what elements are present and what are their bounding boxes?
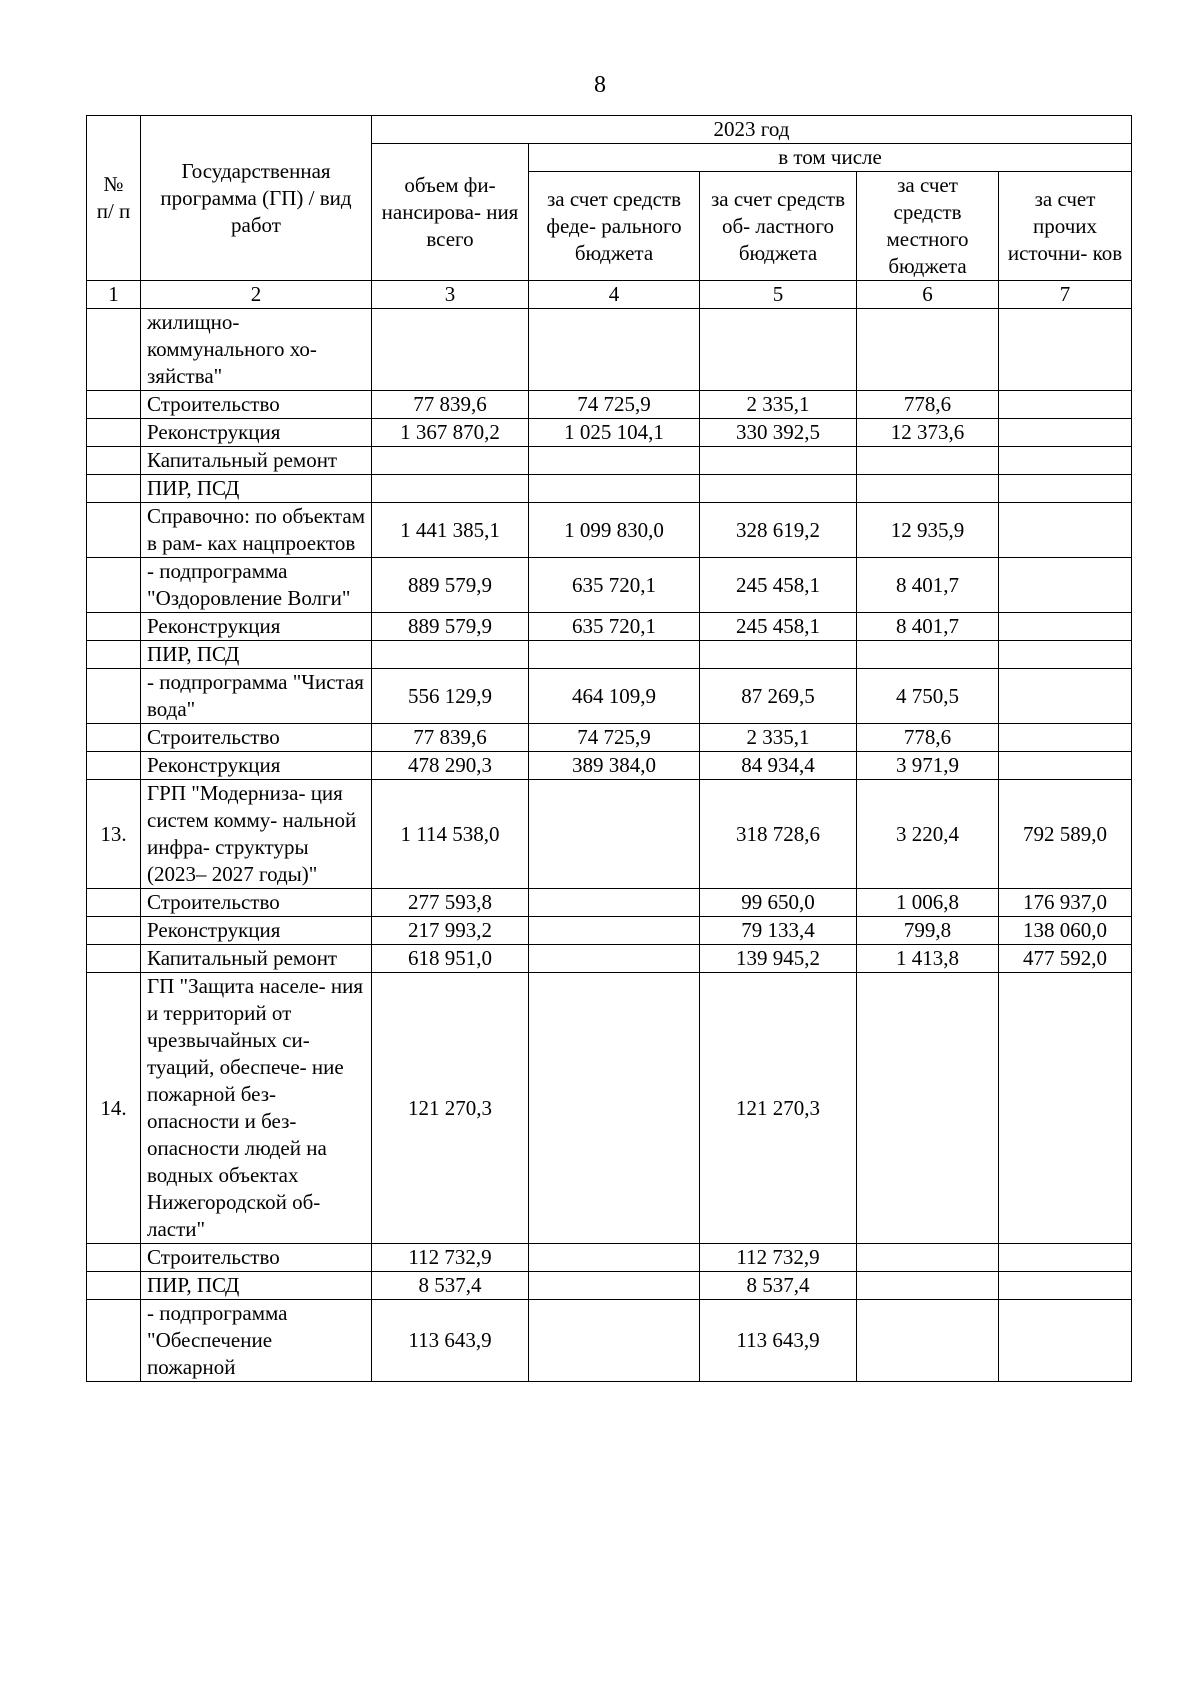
total-amount: 77 839,6 xyxy=(372,391,529,419)
federal-amount xyxy=(529,447,700,475)
column-number: 2 xyxy=(141,281,372,309)
row-name: - подпрограмма "Оздоровление Волги" xyxy=(141,558,372,613)
row-number xyxy=(87,945,141,973)
row-name: Строительство xyxy=(141,889,372,917)
row-number xyxy=(87,669,141,724)
local-amount: 8 401,7 xyxy=(857,558,999,613)
local-amount: 1 413,8 xyxy=(857,945,999,973)
local-amount xyxy=(857,309,999,391)
total-amount: 112 732,9 xyxy=(372,1244,529,1272)
row-number xyxy=(87,917,141,945)
local-amount xyxy=(857,641,999,669)
regional-amount: 79 133,4 xyxy=(700,917,857,945)
table-row xyxy=(87,475,1132,503)
regional-amount: 2 335,1 xyxy=(700,391,857,419)
other-amount xyxy=(999,475,1132,503)
row-number xyxy=(87,475,141,503)
table-row xyxy=(87,419,1132,447)
total-amount xyxy=(372,641,529,669)
federal-amount xyxy=(529,945,700,973)
table-row xyxy=(87,917,1132,945)
regional-amount: 2 335,1 xyxy=(700,724,857,752)
federal-amount: 1 099 830,0 xyxy=(529,503,700,558)
table-row xyxy=(87,973,1132,1244)
row-name: Справочно: по объектам в рам- ках нацпроектов xyxy=(141,503,372,558)
local-amount: 778,6 xyxy=(857,724,999,752)
federal-amount xyxy=(529,1272,700,1300)
federal-amount: 1 025 104,1 xyxy=(529,419,700,447)
row-name: ГП "Защита населе- ния и территорий от чрезвычайных си- туаций, обеспече- ние пожарной без- опасности и без- опасности людей на водных объектах Нижегородской об- ласти" xyxy=(141,973,372,1244)
regional-amount: 99 650,0 xyxy=(700,889,857,917)
row-number xyxy=(87,1244,141,1272)
total-amount: 121 270,3 xyxy=(372,973,529,1244)
table-row xyxy=(87,391,1132,419)
header-federal: за счет средств феде- рального бюджета xyxy=(529,172,700,281)
table-row xyxy=(87,752,1132,780)
federal-amount xyxy=(529,309,700,391)
row-number xyxy=(87,503,141,558)
total-amount xyxy=(372,447,529,475)
row-number xyxy=(87,391,141,419)
other-amount xyxy=(999,669,1132,724)
total-amount: 113 643,9 xyxy=(372,1300,529,1382)
column-number: 4 xyxy=(529,281,700,309)
regional-amount: 8 537,4 xyxy=(700,1272,857,1300)
regional-amount: 245 458,1 xyxy=(700,613,857,641)
row-number xyxy=(87,724,141,752)
local-amount: 778,6 xyxy=(857,391,999,419)
table-row xyxy=(87,641,1132,669)
other-amount xyxy=(999,752,1132,780)
total-amount: 8 537,4 xyxy=(372,1272,529,1300)
federal-amount xyxy=(529,917,700,945)
federal-amount xyxy=(529,1244,700,1272)
row-number: 13. xyxy=(87,780,141,889)
total-amount: 217 993,2 xyxy=(372,917,529,945)
header-year: 2023 год xyxy=(372,116,1132,144)
row-name: Реконструкция xyxy=(141,917,372,945)
total-amount: 478 290,3 xyxy=(372,752,529,780)
row-number: 14. xyxy=(87,973,141,1244)
total-amount: 1 367 870,2 xyxy=(372,419,529,447)
other-amount xyxy=(999,724,1132,752)
local-amount xyxy=(857,973,999,1244)
federal-amount: 74 725,9 xyxy=(529,391,700,419)
page-number: 8 xyxy=(594,72,606,98)
local-amount: 8 401,7 xyxy=(857,613,999,641)
row-name: - подпрограмма "Обеспечение пожарной xyxy=(141,1300,372,1382)
row-name: жилищно- коммунального хо- зяйства" xyxy=(141,309,372,391)
header-num: № п/ п xyxy=(87,116,141,281)
total-amount: 1 114 538,0 xyxy=(372,780,529,889)
regional-amount xyxy=(700,447,857,475)
regional-amount: 245 458,1 xyxy=(700,558,857,613)
regional-amount xyxy=(700,641,857,669)
header-including: в том числе xyxy=(529,144,1132,172)
regional-amount: 318 728,6 xyxy=(700,780,857,889)
table-row xyxy=(87,889,1132,917)
regional-amount: 121 270,3 xyxy=(700,973,857,1244)
total-amount: 77 839,6 xyxy=(372,724,529,752)
row-name: Реконструкция xyxy=(141,752,372,780)
total-amount xyxy=(372,475,529,503)
local-amount xyxy=(857,447,999,475)
other-amount xyxy=(999,613,1132,641)
local-amount xyxy=(857,1272,999,1300)
row-number xyxy=(87,419,141,447)
regional-amount: 113 643,9 xyxy=(700,1300,857,1382)
other-amount xyxy=(999,1244,1132,1272)
regional-amount: 139 945,2 xyxy=(700,945,857,973)
column-number: 5 xyxy=(700,281,857,309)
local-amount: 3 971,9 xyxy=(857,752,999,780)
other-amount xyxy=(999,1300,1132,1382)
regional-amount xyxy=(700,309,857,391)
row-name: ПИР, ПСД xyxy=(141,1272,372,1300)
regional-amount: 330 392,5 xyxy=(700,419,857,447)
local-amount: 1 006,8 xyxy=(857,889,999,917)
total-amount xyxy=(372,309,529,391)
table-row xyxy=(87,447,1132,475)
table-row xyxy=(87,1272,1132,1300)
total-amount: 889 579,9 xyxy=(372,558,529,613)
regional-amount: 112 732,9 xyxy=(700,1244,857,1272)
column-number: 6 xyxy=(857,281,999,309)
federal-amount: 74 725,9 xyxy=(529,724,700,752)
total-amount: 618 951,0 xyxy=(372,945,529,973)
federal-amount xyxy=(529,641,700,669)
local-amount: 4 750,5 xyxy=(857,669,999,724)
other-amount: 792 589,0 xyxy=(999,780,1132,889)
table-row xyxy=(87,1244,1132,1272)
local-amount xyxy=(857,475,999,503)
table-row xyxy=(87,613,1132,641)
row-name: ГРП "Модерниза- ция систем комму- нальной инфра- структуры (2023– 2027 годы)" xyxy=(141,780,372,889)
other-amount xyxy=(999,503,1132,558)
column-number: 3 xyxy=(372,281,529,309)
other-amount xyxy=(999,309,1132,391)
header-total: объем фи- нансирова- ния всего xyxy=(372,144,529,281)
header-program: Государственная программа (ГП) / вид работ xyxy=(141,116,372,281)
local-amount xyxy=(857,1300,999,1382)
row-name: Капитальный ремонт xyxy=(141,447,372,475)
federal-amount xyxy=(529,475,700,503)
table-row xyxy=(87,669,1132,724)
table-row xyxy=(87,780,1132,889)
regional-amount: 328 619,2 xyxy=(700,503,857,558)
total-amount: 556 129,9 xyxy=(372,669,529,724)
federal-amount xyxy=(529,889,700,917)
table-row xyxy=(87,558,1132,613)
row-number xyxy=(87,613,141,641)
other-amount xyxy=(999,558,1132,613)
local-amount: 12 935,9 xyxy=(857,503,999,558)
local-amount: 3 220,4 xyxy=(857,780,999,889)
row-name: ПИР, ПСД xyxy=(141,475,372,503)
other-amount xyxy=(999,419,1132,447)
other-amount: 138 060,0 xyxy=(999,917,1132,945)
header-regional: за счет средств об- ластного бюджета xyxy=(700,172,857,281)
row-number xyxy=(87,309,141,391)
row-number xyxy=(87,752,141,780)
column-number: 7 xyxy=(999,281,1132,309)
row-number xyxy=(87,889,141,917)
row-name: Капитальный ремонт xyxy=(141,945,372,973)
federal-amount xyxy=(529,1300,700,1382)
regional-amount: 84 934,4 xyxy=(700,752,857,780)
column-number: 1 xyxy=(87,281,141,309)
table-row xyxy=(87,945,1132,973)
row-name: Строительство xyxy=(141,1244,372,1272)
other-amount: 176 937,0 xyxy=(999,889,1132,917)
federal-amount xyxy=(529,780,700,889)
other-amount xyxy=(999,447,1132,475)
row-name: Реконструкция xyxy=(141,613,372,641)
federal-amount: 635 720,1 xyxy=(529,558,700,613)
row-name: Реконструкция xyxy=(141,419,372,447)
total-amount: 1 441 385,1 xyxy=(372,503,529,558)
row-name: - подпрограмма "Чистая вода" xyxy=(141,669,372,724)
other-amount xyxy=(999,973,1132,1244)
local-amount: 799,8 xyxy=(857,917,999,945)
federal-amount: 635 720,1 xyxy=(529,613,700,641)
row-number xyxy=(87,1272,141,1300)
other-amount: 477 592,0 xyxy=(999,945,1132,973)
local-amount: 12 373,6 xyxy=(857,419,999,447)
total-amount: 277 593,8 xyxy=(372,889,529,917)
table-row xyxy=(87,309,1132,391)
other-amount xyxy=(999,1272,1132,1300)
column-number-row xyxy=(87,281,1132,309)
table-row xyxy=(87,724,1132,752)
row-name: ПИР, ПСД xyxy=(141,641,372,669)
other-amount xyxy=(999,641,1132,669)
row-name: Строительство xyxy=(141,391,372,419)
row-number xyxy=(87,558,141,613)
table-row xyxy=(87,503,1132,558)
local-amount xyxy=(857,1244,999,1272)
federal-amount xyxy=(529,973,700,1244)
row-number xyxy=(87,1300,141,1382)
total-amount: 889 579,9 xyxy=(372,613,529,641)
row-name: Строительство xyxy=(141,724,372,752)
row-number xyxy=(87,641,141,669)
row-number xyxy=(87,447,141,475)
other-amount xyxy=(999,391,1132,419)
header-local: за счет средств местного бюджета xyxy=(857,172,999,281)
table-row xyxy=(87,1300,1132,1382)
budget-table xyxy=(86,115,1132,1382)
federal-amount: 389 384,0 xyxy=(529,752,700,780)
header-other: за счет прочих источни- ков xyxy=(999,172,1132,281)
federal-amount: 464 109,9 xyxy=(529,669,700,724)
regional-amount xyxy=(700,475,857,503)
regional-amount: 87 269,5 xyxy=(700,669,857,724)
